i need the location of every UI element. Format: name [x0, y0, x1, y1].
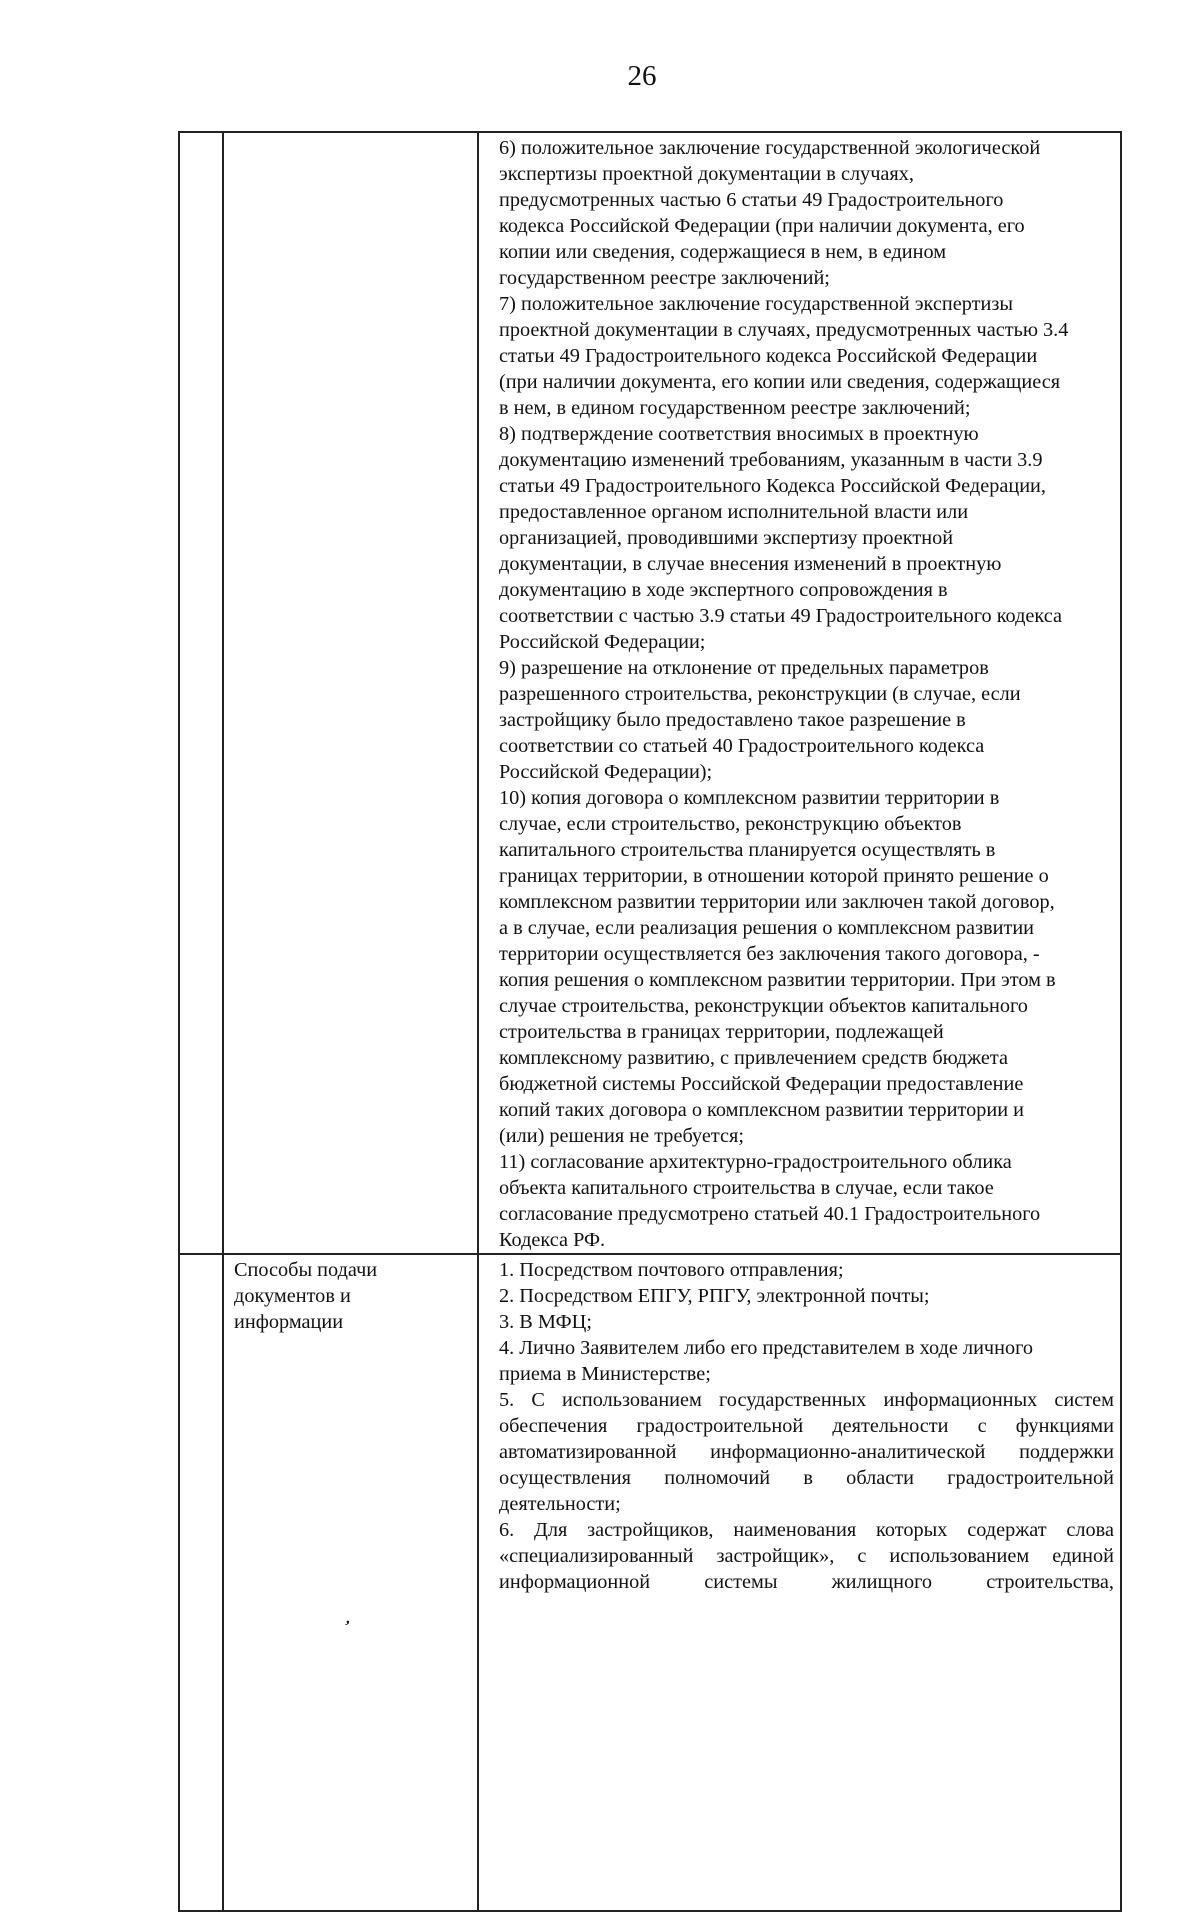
submission-line: «специализированный застройщик», с использованием единой: [499, 1545, 1114, 1567]
submission-line: 4. Лично Заявителем либо его представителем в ходе личного: [499, 1337, 1034, 1359]
table-row: [179, 132, 1121, 1254]
index-cell: [179, 132, 223, 1254]
requirements-table: [178, 131, 1122, 1912]
submission-line: автоматизированной информационно-аналитической поддержки: [499, 1441, 1114, 1463]
submission-line: 5. С использованием государственных информационных систем: [499, 1389, 1114, 1411]
submission-line: 2. Посредством ЕПГУ, РПГУ, электронной почты;: [499, 1285, 930, 1307]
stray-mark: ,: [343, 1605, 356, 1629]
documents-list-text: 6) положительное заключение государственной экологической экспертизы проектной документации в случаях, предусмотренных частью 6 статьи 49 Градостроительного кодекса Российской Федерации (при наличии документа, его копии или сведения, содержащиеся в нем, в едином государственном реестре заключений; 7) положительное заключение государственной экспертизы проектной документации в случаях, предусмотренных частью 3.4 статьи 49 Градостроительного кодекса Российской Федерации (при наличии документа, его копии или сведения, содержащиеся в нем, в едином государственном реестре заключений; 8) подтверждение соответствия вносимых в проектную документацию изменений требованиям, указанным в части 3.9 статьи 49 Градостроительного Кодекса Российской Федерации, предоставленное органом исполнительной власти или организацией, проводившими экспертизу проектной документации, в случае внесения изменений в проектную документацию в ходе экспертного сопровождения в соответствии с частью 3.9 статьи 49 Градостроительного кодекса Российской Федерации; 9) разрешение на отклонение от предельных параметров разрешенного строительства, реконструкции (в случае, если застройщику было предоставлено такое разрешение в соответствии со статьей 40 Градостроительного кодекса Российской Федерации); 10) копия договора о комплексном развитии территории в случае, если строительство, реконструкцию объектов капитального строительства планируется осуществлять в границах территории, в отношении которой принято решение о комплексном развитии территории или заключен такой договор, а в случае, если реализация решения о комплексном развитии территории осуществляется без заключения такого договора, - копия решения о комплексном развитии территории. При этом в случае строительства, реконструкции объектов капитального строительства в границах территории, подлежащей комплексному развитию, с привлечением средств бюджета бюджетной системы Российской Федерации предоставление копий таких договора о комплексном развитии территории и (или) решения не требуется; 11) согласование архитектурно-градостроительного облика объекта капитального строительства в случае, если такое согласование предусмотрено статьей 40.1 Градостроительного Кодекса РФ.: [499, 137, 1069, 1251]
content-cell: [478, 132, 1121, 1254]
row-label: [224, 133, 477, 135]
submission-line: 6. Для застройщиков, наименования которых содержат слова: [499, 1519, 1114, 1541]
submission-line: 1. Посредством почтового отправления;: [499, 1259, 844, 1281]
label-cell: [223, 132, 478, 1254]
submission-line: информационной системы жилищного строительства,: [499, 1571, 1114, 1593]
row-label: Способы подачи документов и информации: [234, 1259, 378, 1333]
label-cell: [223, 1254, 478, 1911]
content-cell: [478, 1254, 1121, 1911]
submission-methods-text: [479, 1255, 1120, 1595]
submission-line: деятельности;: [499, 1493, 621, 1515]
submission-line: 3. В МФЦ;: [499, 1311, 592, 1333]
index-cell: [179, 1254, 223, 1911]
table-row: [179, 1254, 1121, 1911]
page-number: 26: [627, 60, 657, 92]
submission-line: приема в Министерстве;: [499, 1363, 711, 1385]
submission-line: обеспечения градостроительной деятельности с функциями: [499, 1415, 1114, 1437]
submission-line: осуществления полномочий в области градостроительной: [499, 1467, 1114, 1489]
